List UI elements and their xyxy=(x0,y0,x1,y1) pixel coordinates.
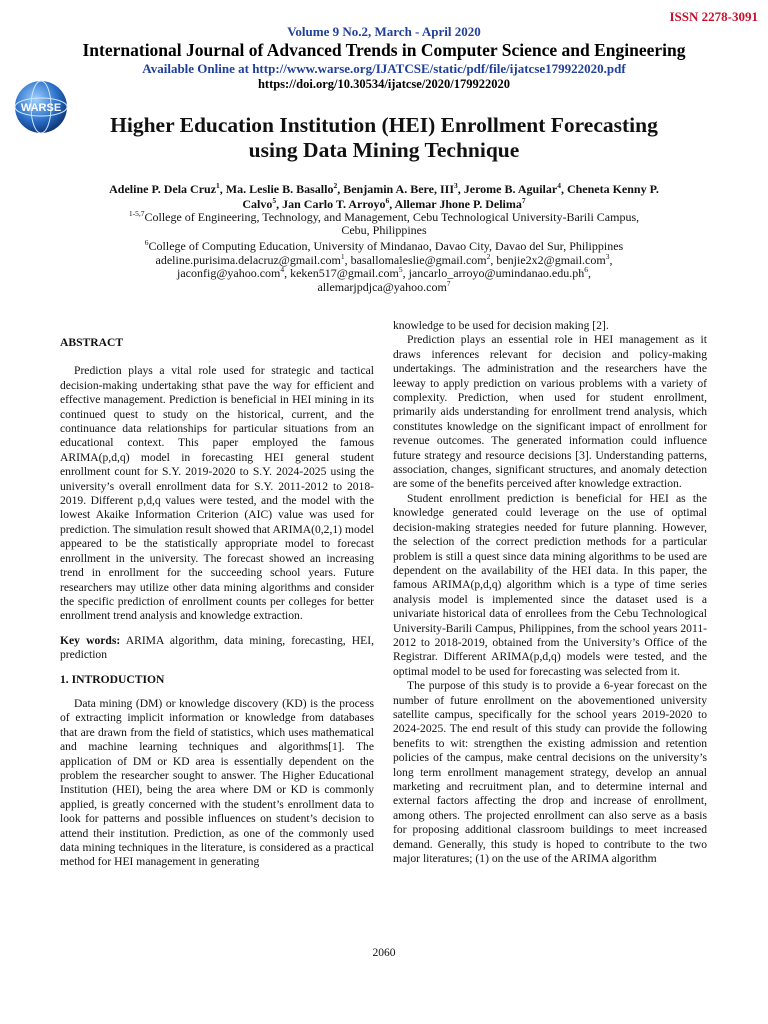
author: Adeline P. Dela Cruz xyxy=(109,182,217,196)
author: Ma. Leslie B. Basallo xyxy=(225,182,334,196)
abstract-heading: ABSTRACT xyxy=(60,336,124,349)
volume-info: Volume 9 No.2, March - April 2020 xyxy=(287,24,481,39)
page-number: 2060 xyxy=(372,947,396,959)
author: Allemar Jhone P. Delima xyxy=(394,196,522,211)
author: Cheneta Kenny P. Calvo xyxy=(242,182,659,211)
affiliation-2: $^6$College of Computing Education, University of Mindanao, Davao City, Davao del Sur, Philippines xyxy=(144,238,624,253)
introduction-heading: 1. INTRODUCTION xyxy=(60,672,165,686)
author: Benjamin A. Bere, III xyxy=(343,182,454,196)
abstract-text: Prediction plays a vital role used for strategic and tactical decision-making undertaking sthat pave the way for efficient and effective management. Prediction is beneficial in HEI mining in its continued quest to study on the historical, current, and the continuance data relationships for particular situations from an educational context. This paper employed the famous ARIMA(p,d,q) model in forecasting HEI general student enrollment count for S.Y. 2019-2020 to S.Y. 2024-2025 using the university’s overall enrollment data for S.Y. 2011-2012 to 2018-2019. Different p,d,q values were tested, and the model with the lowest Akaike Information Criterion (AIC) value was used for prediction. The simulation result showed that ARIMA(0,2,1) model appeared to be the statistically appropriate model to forecast enrollment in the university. The forecast showed an increasing trend in enrollment for the succeeding school years. Future researchers may utilize other data mining algorithms and consider the specific prediction of enrollment counts per colleges for better enrollment trend analysis and knowledge extraction. xyxy=(60,364,374,623)
available-online-link[interactable]: Available Online at http://www.warse.org/IJATCSE/static/pdf/file/ijatcse179922020.pdf xyxy=(142,61,626,76)
issn-label: ISSN 2278-3091 xyxy=(669,9,758,24)
left-column xyxy=(60,336,374,870)
paragraph: The purpose of this study is to provide a 6-year forecast on the number of future enrollment on the abovementioned university satellite campus, specifically for the school years 2019-2020 to 2024-2025. The end result of this study can provide the following benefits to wit: strengthen the existing admission and retention policies of the campus, make central decisions on the university’s long term enrollment management strategy, develop an annual marketing and recruitment plan, and to determine internal and external factors affecting the drop and increase of enrollment, among others. The projected enrollment can also serve as a basis for proposing additional classroom buildings to meet increased demand. Generally, this study is hoped to contribute to the two major literatures; (1) on the use of the ARIMA algorithm xyxy=(393,679,707,866)
journal-title: International Journal of Advanced Trends in Computer Science and Engineering xyxy=(82,40,686,60)
author: Jan Carlo T. Arroyo xyxy=(282,196,386,211)
author-list: Adeline P. Dela Cruz$^1$, Ma. Leslie B. Basallo$^2$, Benjamin A. Bere, III$^3$, Jerome B. Aguilar$^4$, Cheneta Kenny P. Calvo$^5$, Jan Carlo T. Arroyo$^6$, Allemar Jhone P. Delima$^7$ xyxy=(109,181,659,211)
email-list: adeline.purisima.delacruz@gmail.com$^1$, basallomaleslie@gmail.com$^2$, benjie2x2@gmail.com$^3$, jaconfig@yahoo.com$^4$, keken517@gmail.com$^5$, $jancarlo\_arroyo@umindanao.edu.ph^6$, allemarjpdjca@yahoo.com$^7$ xyxy=(155,252,613,294)
doi-link[interactable]: https://doi.org/10.30534/ijatcse/2020/179922020 xyxy=(257,77,511,91)
right-column xyxy=(393,319,707,866)
author: Jerome B. Aguilar xyxy=(463,182,558,196)
logo-text: WARSE xyxy=(20,102,62,114)
paper-title: Higher Education Institution (HEI) Enrollment Forecasting using Data Mining Technique xyxy=(110,113,658,162)
paragraph: Prediction plays an essential role in HEI management as it draws inferences relevant for decision and policy-making undertakings. The administration and the researchers have the leeway to apply prediction on various problems with a variety of complexity. Prediction, when used for student enrollment, primarily aids understanding for enrollment trend analysis, which constitutes knowledge on the significant impact of enrollment for revenue outcomes. The generated information could influence future strategy and resource decisions [3]. Understanding patterns, association, changes, significant structures, and anomaly detection are some of the benefits perceived after knowledge extraction. xyxy=(393,333,707,491)
paragraph: Student enrollment prediction is beneficial for HEI as the knowledge generated could leverage on the use of optimal decision-making strategies needed for future planning. However, the selection of the correct prediction methods for a particular problem is still a quest since data mining algorithms to be used are dependent on the availability of the HEI data. In this paper, the famous ARIMA(p,d,q) algorithm which is a type of time series analysis model is implemented since the dataset used is a univariate historical data of enrollees from the Cebu Technological University-Barili Campus, Philippines, from the school years 2011-2012 to 2018-2019, obtained from the University’s Office of the Registrar. Different ARIMA(p,d,q) models were tested, and the optimal model to be used for forecasting was selected from it. xyxy=(393,491,707,678)
paragraph: Data mining (DM) or knowledge discovery (KD) is the process of extracting implicit information or knowledge from databases that are drawn from the field of statistics, which uses mathematical and machine learning techniques and algorithms[1]. The application of DM or KD area is essentially dependent on the problem the researcher sought to answer. The Higher Educational Institution (HEI), being the area where DM or KD is commonly applied, is greatly concerned with the student’s enrollment data to look for patterns and possible influences on student’s decision to attend their institution. Prediction, as one of the commonly used data mining techniques in the literature, is considered as a practical method for HEI management in generating xyxy=(60,696,374,869)
keywords: Key words: ARIMA algorithm, data mining, forecasting, HEI, prediction xyxy=(60,633,374,662)
affiliation-1: $^{1-5,7}$College of Engineering, Technology, and Management, Cebu Technological University-Barili Campus, Cebu, Philippines xyxy=(128,209,640,238)
paragraph: knowledge to be used for decision making [2]. xyxy=(393,319,609,332)
